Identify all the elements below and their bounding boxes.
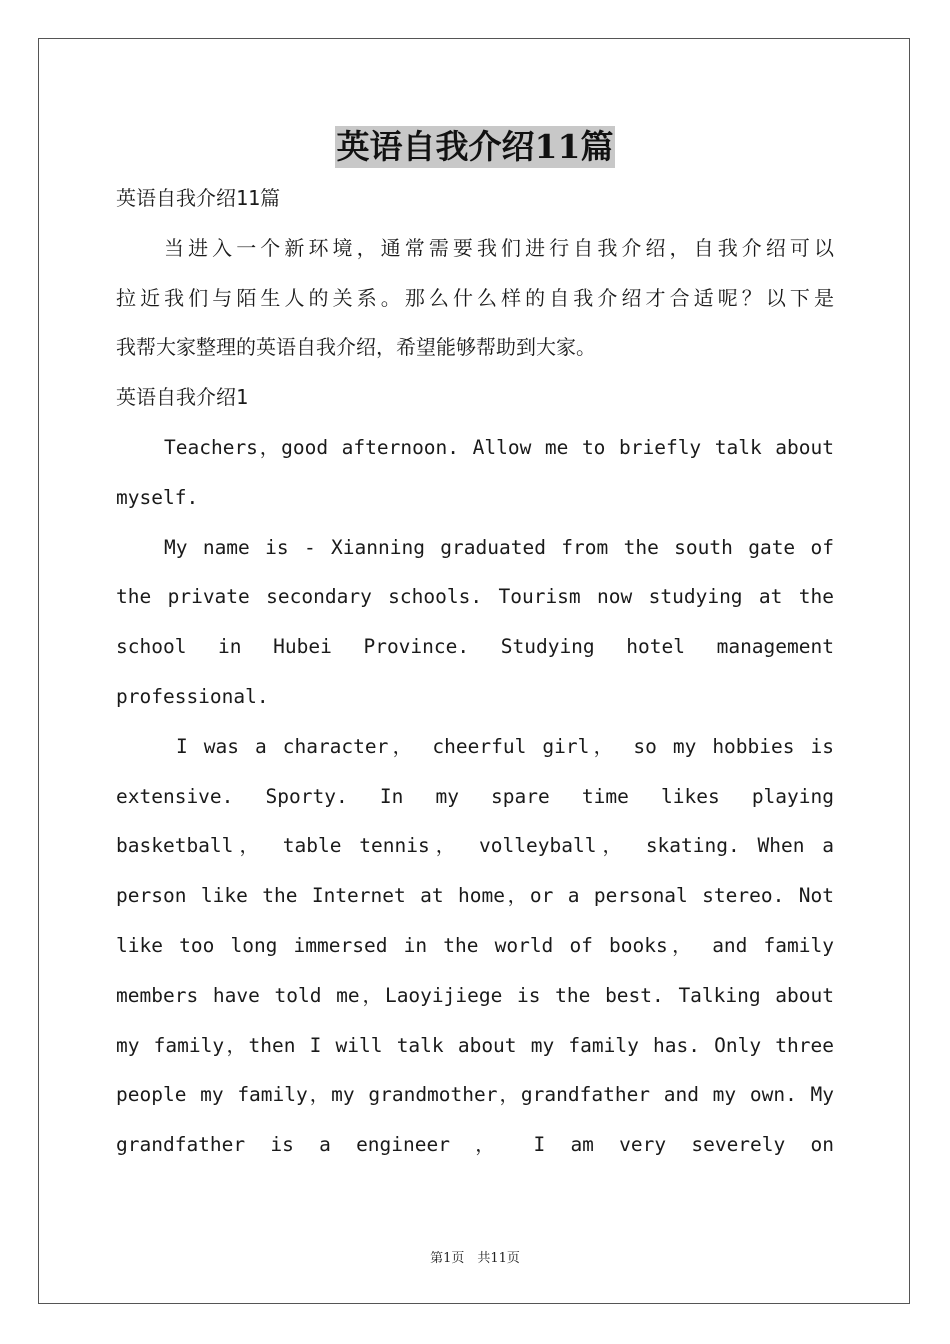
paragraph-line: Teachers，good afternoon. Allow me to briefly talk about [164,435,834,459]
paragraph-line: person like the Internet at home，or a personal stereo. Not [116,884,834,908]
paragraph-line: my family，then I will talk about my family has. Only three [116,1033,834,1057]
paragraph-line: myself. [116,485,199,509]
document-body [116,174,834,1170]
paragraph-line: extensive. Sporty. In my spare time likes playing [116,784,834,808]
paragraph-line: like too long immersed in the world of books， and family [116,933,834,957]
paragraph-line: members have told me，Laoyijiege is the best. Talking about [116,983,834,1007]
paragraph-line: basketball， table tennis， volleyball， skating. When a [116,834,834,858]
subtitle-line: 英语自我介绍11篇 [116,186,281,210]
paragraph-line: 拉近我们与陌生人的关系。那么什么样的自我介绍才合适呢？以下是 [116,285,834,310]
document-title: 英语自我介绍11篇 [336,127,614,166]
paragraph-line: 我帮大家整理的英语自我介绍，希望能够帮助到大家。 [116,335,596,360]
page-footer: 第1页 共11页 [430,1251,520,1266]
paragraph-line: professional. [116,684,269,708]
paragraph-line: 当进入一个新环境，通常需要我们进行自我介绍，自我介绍可以 [164,235,834,260]
paragraph-line: the private secondary schools. Tourism now studying at the [116,585,834,609]
paragraph-line: grandfather is a engineer ， I am very severely on [116,1133,834,1157]
paragraph-line: people my family，my grandmother，grandfather and my own. My [116,1083,834,1107]
paragraph-line: My name is - Xianning graduated from the south gate of [164,535,834,559]
section-heading: 英语自我介绍1 [116,385,249,410]
paragraph-line: I was a character， cheerful girl， so my hobbies is [176,734,834,758]
paragraph-line: school in Hubei Province. Studying hotel management [116,635,834,659]
title-container [0,126,950,168]
